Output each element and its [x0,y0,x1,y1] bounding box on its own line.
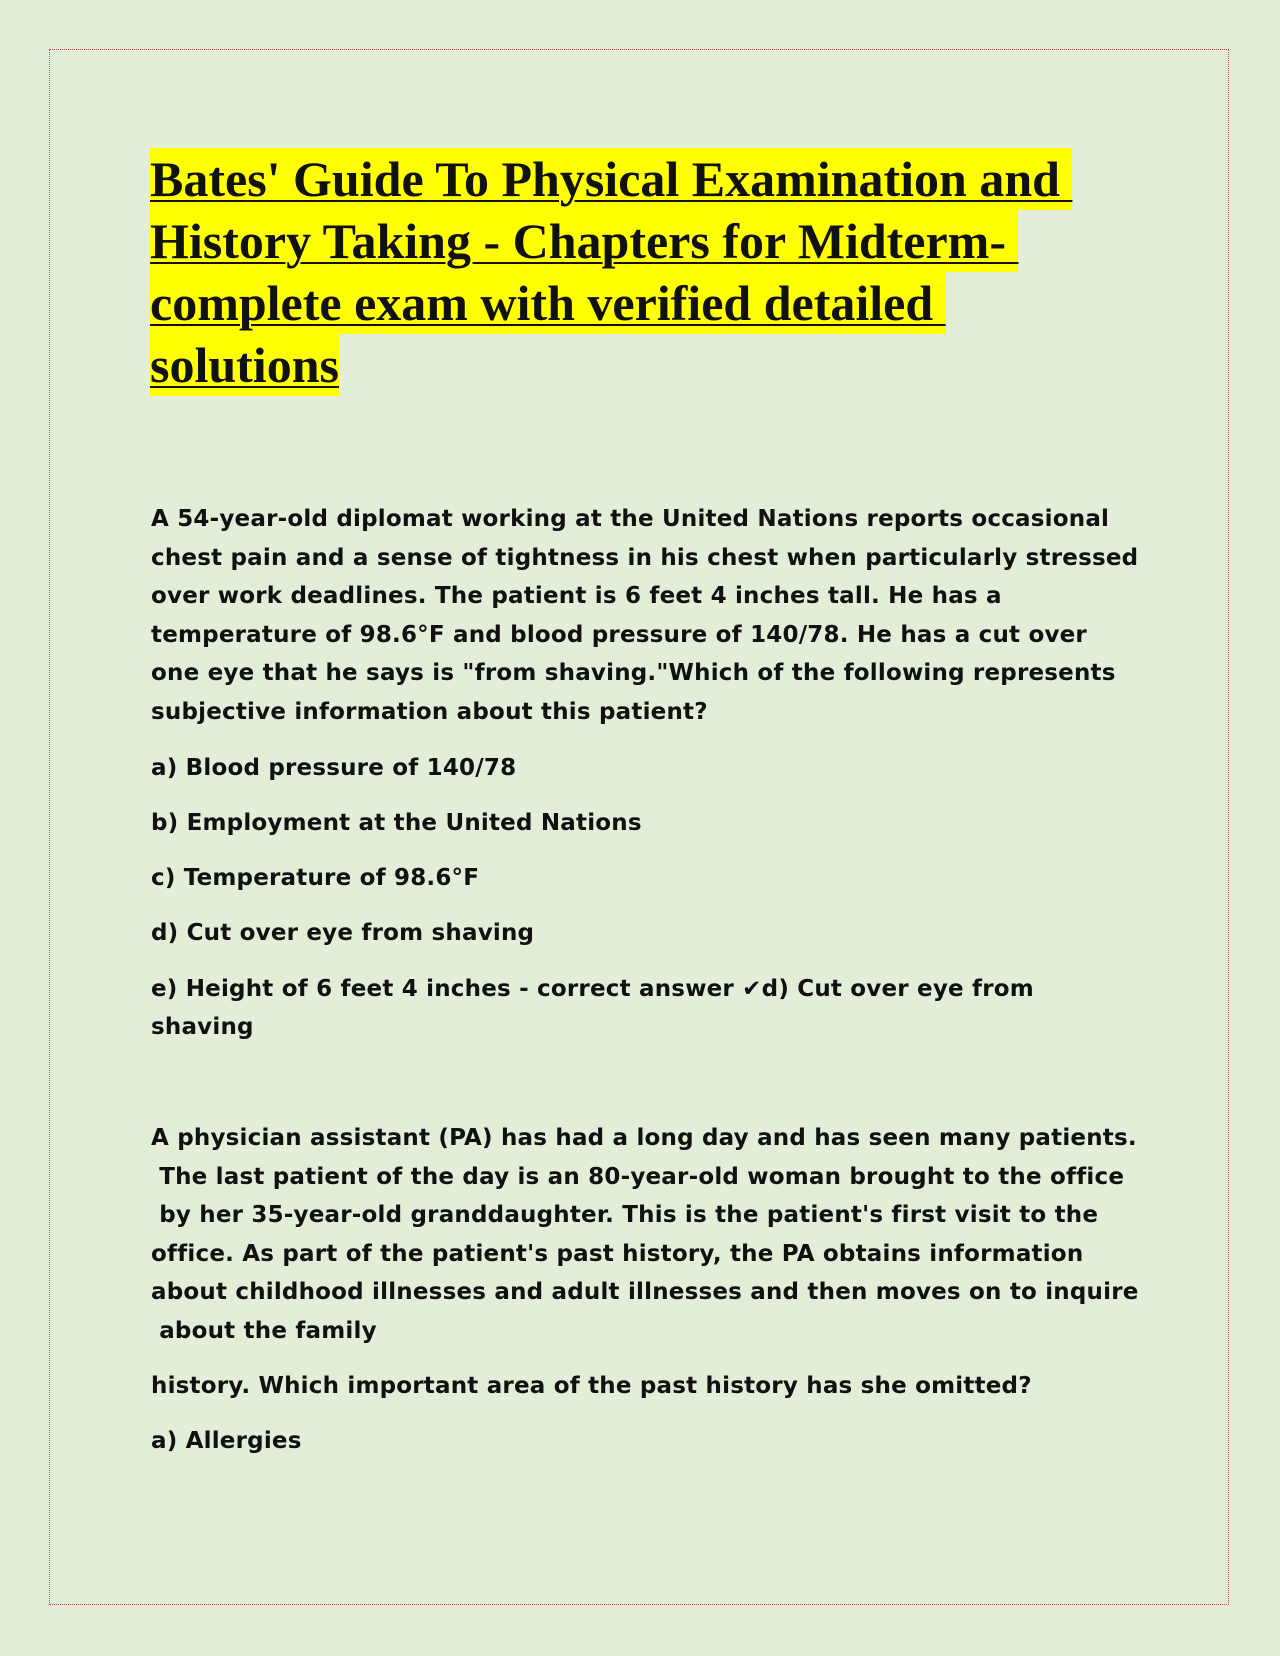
question-1-option-c: c) Temperature of 98.6°F [151,865,480,891]
question-2-option-a: a) Allergies [151,1428,302,1454]
question-1-line: A 54-year-old diplomat working at the United Nations reports occasional [151,506,1110,532]
question-2-line: A physician assistant (PA) has had a long day and has seen many patients. [151,1125,1137,1151]
title-line: complete exam with verified detailed [150,272,946,334]
title-line: History Taking - Chapters for Midterm- [150,210,1018,272]
question-1-line: over work deadlines. The patient is 6 feet 4 inches tall. He has a [151,583,1002,609]
question-1-line: chest pain and a sense of tightness in his chest when particularly stressed [151,545,1139,571]
title-line: solutions [150,334,339,396]
question-1-line: temperature of 98.6°F and blood pressure of 140/78. He has a cut over [151,622,1087,648]
question-1-line: subjective information about this patient? [151,699,708,725]
question-1-line: one eye that he says is "from shaving."Which of the following represents [151,660,1116,686]
question-2-line: by her 35-year-old granddaughter. This is the patient's first visit to the [151,1202,1099,1228]
document-title [150,148,1150,396]
title-line: Bates' Guide To Physical Examination and [150,148,1072,210]
question-2-line: about childhood illnesses and adult illnesses and then moves on to inquire [151,1279,1139,1305]
question-1-option-b: b) Employment at the United Nations [151,810,642,836]
question-1-option-a: a) Blood pressure of 140/78 [151,755,517,781]
question-2-line: The last patient of the day is an 80-year-old woman brought to the office [151,1164,1125,1190]
question-2-line: office. As part of the patient's past history, the PA obtains information [151,1241,1084,1267]
question-1-answer: shaving [151,1014,254,1040]
question-2-continuation: history. Which important area of the past history has she omitted? [151,1373,1032,1399]
question-1-option-d: d) Cut over eye from shaving [151,920,535,946]
question-1-answer: e) Height of 6 feet 4 inches - correct answer ✔d) Cut over eye from [151,976,1034,1002]
question-2-line: about the family [151,1318,377,1344]
